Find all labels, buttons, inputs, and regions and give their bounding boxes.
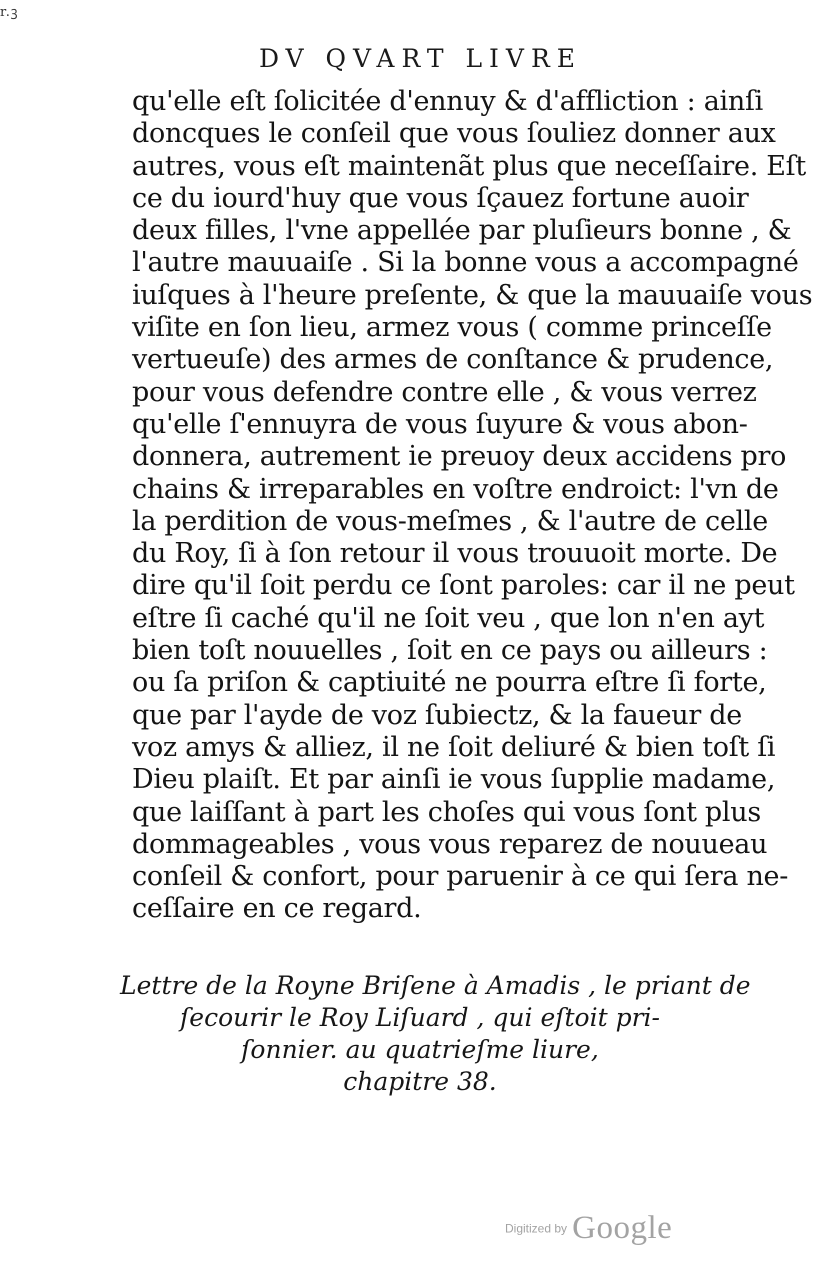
body-line: qu'elle ſ'ennuyra de vous ſuyure & vous abon-	[132, 408, 748, 440]
body-line: l'autre mauuaiſe . Si la bonne vous a accompagné	[132, 247, 799, 279]
heading-line: chapitre 38.	[343, 1067, 497, 1096]
running-head: DV QVART LIVRE	[258, 44, 583, 73]
body-line: Dieu plaiſt. Et par ainſi ie vous ſupplie madame,	[132, 764, 776, 796]
body-line: que laiſſant à part les choſes qui vous ſont plus	[132, 796, 761, 828]
body-line: eſtre ſi caché qu'il ne ſoit veu , que lon n'en ayt	[132, 602, 765, 634]
body-line: bien toſt nouuelles , ſoit en ce pays ou ailleurs :	[132, 635, 768, 667]
body-line: deux filles, l'vne appellée par pluſieurs bonne , &	[132, 215, 792, 247]
heading-line: ſecourir le Roy Liſuard , qui eſtoit pri-	[180, 1003, 660, 1032]
body-line: pour vous defendre contre elle , & vous verrez	[132, 376, 757, 408]
body-line: ceſſaire en ce regard.	[132, 893, 422, 925]
body-line: qu'elle eſt ſolicitée d'ennuy & d'affliction : ainſi	[132, 86, 764, 117]
body-line: voz amys & alliez, il ne ſoit deliuré & bien toſt ſi	[132, 731, 776, 763]
heading-line: Lettre de la Royne Briſene à Amadis , le priant de	[120, 971, 751, 1000]
body-line: ou ſa priſon & captiuité ne pourra eſtre ſi forte,	[132, 667, 767, 699]
body-line: iuſques à l'heure preſente, & que la mauuaiſe vous	[132, 279, 813, 311]
body-line: la perdition de vous-meſmes , & l'autre de celle	[132, 505, 768, 537]
body-line: que par l'ayde de voz ſubiectz, & la faueur de	[132, 699, 742, 731]
body-line: donnera, autrement ie preuoy deux accidens pro	[132, 441, 787, 473]
letter-heading	[120, 970, 751, 1098]
body-line: dommageables , vous vous reparez de nouueau	[132, 828, 768, 860]
body-text	[132, 86, 813, 926]
body-line: dire qu'il ſoit perdu ce ſont paroles: car il ne peut	[132, 570, 795, 602]
body-line: autres, vous eſt maintenãt plus que neceſſaire. Eſt	[132, 150, 806, 182]
body-line: vertueuſe) des armes de conſtance & prudence,	[132, 344, 774, 376]
corner-mark: r.ꝫ	[0, 5, 19, 20]
body-line: du Roy, ſi à ſon retour il vous trouuoit morte. De	[132, 538, 778, 570]
body-line: ce du iourd'huy que vous ſçauez fortune auoir	[132, 182, 749, 214]
digitization-watermark	[505, 1210, 672, 1247]
body-line: conſeil & confort, pour paruenir à ce qui ſera ne-	[132, 861, 789, 893]
body-line: viſite en ſon lieu, armez vous ( comme princeſſe	[132, 312, 772, 344]
body-line: doncques le conſeil que vous ſouliez donner aux	[132, 118, 776, 150]
watermark-prefix: Digitized by	[505, 1221, 568, 1236]
watermark-brand: Google	[572, 1210, 673, 1246]
body-line: chains & irreparables en voſtre endroict: l'vn de	[132, 473, 779, 505]
heading-line: ſonnier. au quatrieſme liure,	[241, 1035, 599, 1064]
